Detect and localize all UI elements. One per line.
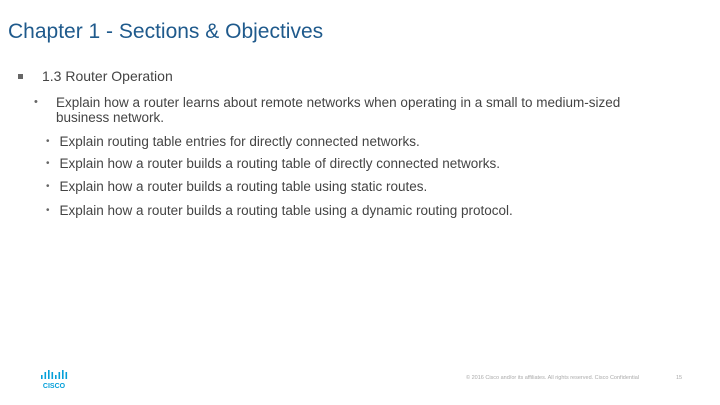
slide-title: Chapter 1 - Sections & Objectives xyxy=(8,20,324,43)
objective-text: Explain how a router learns about remote networks when operating in a small to medium-sized business network. xyxy=(56,95,621,125)
page-number: 15 xyxy=(676,375,683,381)
bullet-icon: • xyxy=(46,158,50,169)
copyright-text: © 2016 Cisco and/or its affiliates. All rights reserved. Cisco Confidential xyxy=(466,375,640,381)
objective-item xyxy=(34,95,654,125)
bullet-icon: • xyxy=(46,205,50,216)
sub-objective-item xyxy=(46,134,420,149)
bullet-icon: • xyxy=(46,181,50,192)
sub-objective-item xyxy=(46,179,427,194)
square-bullet-icon xyxy=(18,74,23,79)
sub-objective-text: Explain how a router builds a routing table of directly connected networks. xyxy=(59,156,501,171)
sub-objective-text: Explain how a router builds a routing table using static routes. xyxy=(59,179,428,194)
sub-objective-text: Explain routing table entries for directly connected networks. xyxy=(59,134,420,149)
sub-objective-item xyxy=(46,203,513,218)
section-heading xyxy=(18,68,173,84)
sub-objective-text: Explain how a router builds a routing table using a dynamic routing protocol. xyxy=(59,203,513,218)
sub-objective-item xyxy=(46,156,500,171)
bullet-icon: • xyxy=(34,96,38,108)
cisco-logo xyxy=(40,370,68,390)
section-label: 1.3 Router Operation xyxy=(42,68,173,84)
bullet-icon: • xyxy=(46,136,50,147)
cisco-logo-text: CISCO xyxy=(42,383,66,390)
